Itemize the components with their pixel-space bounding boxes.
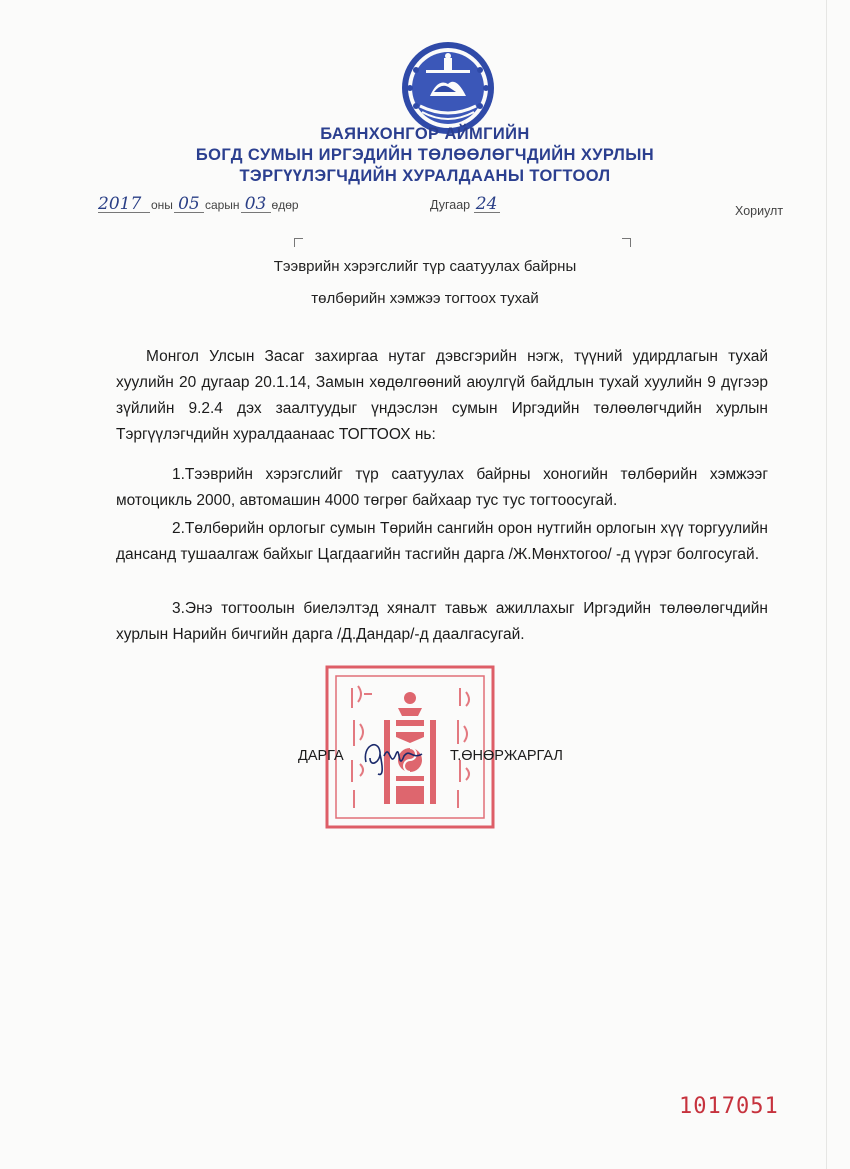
serial-number: 1017051 [679, 1094, 779, 1119]
signatory-name: Т.ӨНӨРЖАРГАЛ [450, 748, 563, 764]
state-emblem-icon [400, 40, 496, 136]
number-label: Дугаар [430, 198, 471, 212]
handwritten-day: 03 [241, 196, 271, 213]
month-suffix: сарын [204, 198, 240, 212]
number-line [430, 196, 500, 213]
signatory-title: ДАРГА [298, 748, 344, 764]
handwritten-year: 2017 [98, 196, 150, 213]
resolution-title-line1: Тээврийн хэрэгслийг түр саатуулах байрны [273, 258, 577, 275]
place-name: Хориулт [735, 204, 784, 218]
clause-3: 3.Энэ тогтоолын биелэлтэд хяналт тавьж ажиллахыг Иргэдийн төлөөлөгчдийн хурлын Нарийн бичгийн дарга /Д.Дандар/-д даалгасугай. [116, 600, 768, 643]
title-corner-right [622, 238, 631, 247]
intro-paragraph: Монгол Улсын Засаг захиргаа нутаг дэвсгэрийн нэгж, түүний удирдлагын тухай хуулийн 20 дугаар 20.1.14, Замын хөдөлгөөний аюулгүй байдлын тухай хуулийн 9 дүгээр зүйлийн 9.2.4 дэх заалтуудыг үндэслэн сумын Иргэдийн төлөөлөгчдийн хурлын Тэргүүлэгчдийн хуралдаанаас ТОГТООХ нь: [116, 348, 768, 443]
clause-1: 1.Тээврийн хэрэгслийг түр саатуулах байрны хоногийн төлбөрийн хэмжээг мотоцикль 2000, автомашин 4000 төгрөг байхаар тус тус тогтоосугай. [116, 466, 768, 509]
resolution-title-line2: төлбөрийн хэмжээ тогтоох тухай [311, 290, 539, 307]
day-suffix: өдөр [271, 198, 299, 212]
handwritten-month: 05 [174, 196, 204, 213]
year-suffix: оны [151, 198, 173, 212]
header-line-aimag: БАЯНХОНГОР АЙМГИЙН [320, 125, 530, 143]
title-corner-left [294, 238, 303, 247]
date-line [98, 196, 300, 213]
handwritten-number: 24 [474, 196, 500, 213]
clause-2: 2.Төлбөрийн орлогыг сумын Төрийн сангийн орон нутгийн орлогын хүү торгуулийн дансанд тушаалгаж байхыг Цагдаагийн тасгийн дарга /Ж.Мөнхтогоо/ -д үүрэг болгосугай. [116, 520, 768, 563]
header-line-khural: БОГД СУМЫН ИРГЭДИЙН ТӨЛӨӨЛӨГЧДИЙН ХУРЛЫН [195, 146, 655, 164]
handwritten-signature [360, 732, 430, 778]
header-line-resolution: ТЭРГҮҮЛЭГЧДИЙН ХУРАЛДААНЫ ТОГТООЛ [239, 167, 611, 185]
